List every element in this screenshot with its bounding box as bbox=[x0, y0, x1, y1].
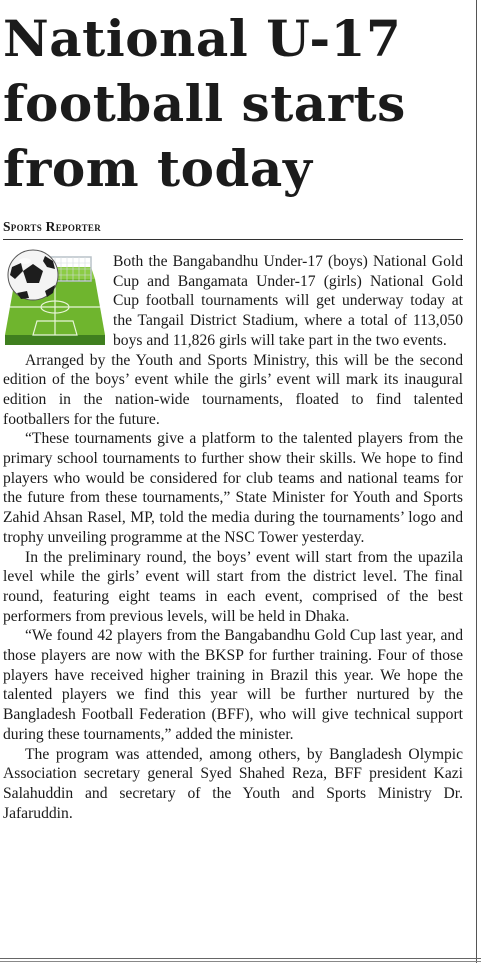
article-headline: National U-17 football starts from today bbox=[3, 9, 406, 198]
column-rule-right bbox=[476, 0, 477, 963]
byline-divider bbox=[3, 239, 463, 240]
article-byline: Sports Reporter bbox=[3, 219, 102, 234]
column-rule-bottom-secondary bbox=[0, 961, 481, 962]
article-paragraph: “We found 42 players from the Bangabandhu Gold Cup last year, and those players are now with the BKSP for further training. Four of those players have received higher training in Brazil this year. We hope the talented players we find this year will be further nurtured by the Bangladesh Football Federation (BFF), who will give technical support during these tournaments,” added the minister. bbox=[3, 627, 463, 743]
article-paragraph: In the preliminary round, the boys’ event will start from the upazila level while the girls’ event will start from the district level. The final round, featuring eight teams in each event, comprised of the best performers from previous levels, will be held in Dhaka. bbox=[3, 548, 463, 625]
article-paragraph: “These tournaments give a platform to the talented players from the primary school tournaments to further show their skills. We hope to find players who would be considered for club teams and national teams for the future from these tournaments,” State Minister for Youth and Sports Zahid Ahsan Rasel, MP, told the media during the tournaments’ logo and trophy unveiling programme at the NSC Tower yesterday. bbox=[3, 430, 463, 546]
column-rule-bottom bbox=[0, 958, 481, 959]
illustration-wrap-space bbox=[3, 252, 113, 350]
article-paragraph: Both the Bangabandhu Under-17 (boys) National Gold Cup and Bangamata Under-17 (girls) National Gold Cup football tournaments will get underway today at the Tangail District Stadium, where a total of 113,050 boys and 11,826 girls will take part in the two events. bbox=[113, 253, 463, 349]
article-body bbox=[3, 252, 463, 823]
article-paragraph: Arranged by the Youth and Sports Ministry, this will be the second edition of the boys’ event while the girls’ event will mark its inaugural edition in the nation-wide tournaments, floated to find talented footballers for the future. bbox=[3, 351, 463, 428]
article-paragraph: The program was attended, among others, by Bangladesh Olympic Association secretary general Syed Shahed Reza, BFF president Kazi Salahuddin and secretary of the Youth and Sports Ministry Dr. Jafaruddin. bbox=[3, 745, 463, 822]
